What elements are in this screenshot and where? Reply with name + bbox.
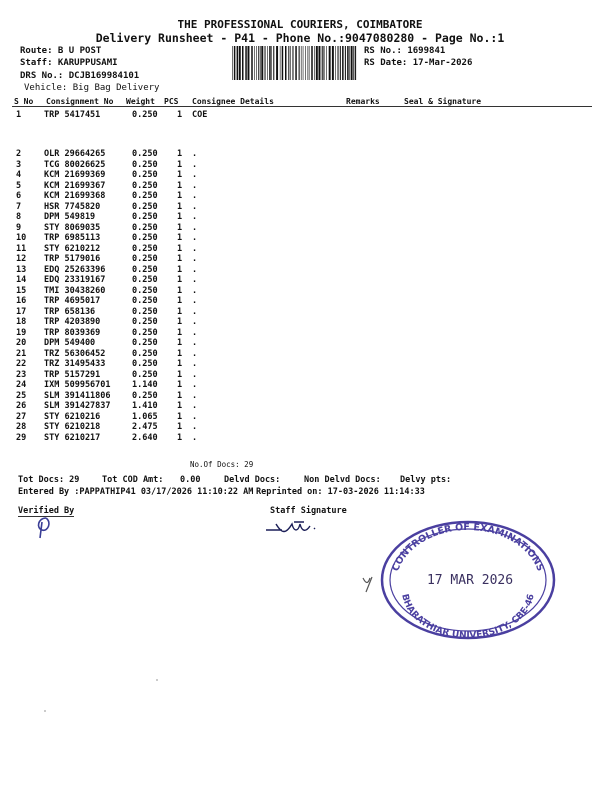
stamp-initial — [360, 574, 378, 594]
barcode-bar — [245, 46, 247, 80]
row-details: . — [192, 369, 198, 380]
controller-stamp — [378, 510, 558, 640]
table-row — [12, 265, 572, 276]
table-row — [12, 233, 572, 244]
row-weight: 0.250 — [132, 254, 158, 264]
barcode-bar — [256, 46, 257, 80]
row-pcs: 1 — [177, 212, 183, 222]
barcode-bar — [311, 46, 313, 80]
table-row — [12, 149, 572, 160]
row-consignment: TRP 4203890 — [44, 317, 101, 327]
staff-signature — [264, 518, 328, 538]
col-weight: Weight — [126, 97, 155, 106]
row-sno: 20 — [16, 338, 27, 348]
row-sno: 27 — [16, 411, 27, 422]
row-details: . — [192, 243, 198, 254]
row-pcs: 1 — [177, 390, 183, 401]
row-sno: 26 — [16, 401, 27, 411]
row-sno: 19 — [16, 327, 27, 338]
row-pcs: 1 — [177, 275, 183, 285]
row-sno: 13 — [16, 264, 27, 275]
row-sno: 5 — [16, 180, 22, 191]
row-sno: 11 — [16, 243, 27, 254]
row-consignment: TRP 658136 — [44, 306, 96, 317]
row-pcs: 1 — [177, 191, 183, 201]
barcode-bar — [303, 46, 304, 80]
row-details: . — [192, 327, 198, 338]
row-sno: 29 — [16, 432, 27, 443]
row-details: . — [192, 180, 198, 191]
row-consignment: TRP 6985113 — [44, 233, 101, 243]
col-pcs: PCS — [164, 97, 179, 106]
barcode-bar — [282, 46, 284, 80]
row-consignment: TRZ 56306452 — [44, 348, 106, 359]
row-details: . — [192, 306, 198, 317]
row-details: . — [192, 170, 198, 180]
barcode-bar — [251, 46, 253, 80]
delvd-docs: Delvd Docs: — [224, 475, 281, 485]
row-weight: 0.250 — [132, 222, 158, 233]
barcode-bar — [301, 46, 302, 80]
col-seal: Seal & Signature — [404, 97, 482, 106]
row-details: . — [192, 191, 198, 201]
barcode-image — [232, 46, 358, 80]
row-consignment: STY 6210218 — [44, 422, 101, 432]
row-sno: 28 — [16, 422, 27, 432]
row-pcs: 1 — [177, 359, 183, 369]
verified-signature — [30, 514, 60, 540]
verified-by-label: Verified By — [18, 506, 75, 516]
table-row — [12, 223, 572, 234]
col-consignment: Consignment No — [46, 97, 114, 106]
row-pcs: 1 — [177, 380, 183, 390]
row-sno: 17 — [16, 306, 27, 317]
row-details: . — [192, 359, 198, 369]
row-weight: 0.250 — [132, 359, 158, 369]
row-consignment: IXM 509956701 — [44, 380, 111, 390]
stamp-date: 17 MAR 2026 — [426, 573, 514, 588]
row-weight: 0.250 — [132, 338, 158, 348]
table-row — [12, 380, 572, 391]
row-details: . — [192, 317, 198, 327]
row-details: . — [192, 390, 198, 401]
row-sno: 15 — [16, 285, 27, 296]
row-consignment: TCG 80026625 — [44, 159, 106, 170]
barcode-bar — [308, 46, 309, 80]
row-weight: 0.250 — [132, 327, 158, 338]
barcode-bar — [349, 46, 350, 80]
row-consignment: SLM 391427837 — [44, 401, 111, 411]
row-sno: 1 — [16, 110, 22, 120]
barcode-bar — [340, 46, 341, 80]
table-row — [12, 191, 572, 202]
barcode-bar — [316, 46, 318, 80]
barcode-bar — [322, 46, 323, 80]
stamp-top-text: CONTROLLER OF EXAMINATIONS — [390, 521, 546, 573]
table-row — [12, 212, 572, 223]
row-pcs: 1 — [177, 222, 183, 233]
row-details: . — [192, 348, 198, 359]
row-consignment: KCM 21699369 — [44, 170, 106, 180]
row-pcs: 1 — [177, 264, 183, 275]
barcode-bar — [269, 46, 271, 80]
barcode-bar — [292, 46, 293, 80]
row-weight: 0.250 — [132, 243, 158, 254]
barcode-bar — [254, 46, 255, 80]
barcode-bar — [234, 46, 236, 80]
staff-signature-label: Staff Signature — [270, 506, 347, 516]
barcode-bar — [261, 46, 263, 80]
table-row — [12, 110, 572, 149]
row-consignment: STY 6210216 — [44, 411, 101, 422]
barcode-bar — [335, 46, 336, 80]
header-rule — [12, 106, 592, 107]
vehicle-label: Vehicle: Big Bag Delivery — [24, 83, 160, 93]
row-weight: 0.250 — [132, 212, 158, 222]
row-details: . — [192, 275, 198, 285]
row-sno: 18 — [16, 317, 27, 327]
row-sno: 10 — [16, 233, 27, 243]
row-details: . — [192, 422, 198, 432]
row-details: . — [192, 212, 198, 222]
table-row — [12, 391, 572, 402]
row-pcs: 1 — [177, 254, 183, 264]
row-weight: 0.250 — [132, 348, 158, 359]
barcode-bar — [248, 46, 250, 80]
barcode-bar — [271, 46, 272, 80]
table-row — [12, 244, 572, 255]
row-consignment: TRZ 31495433 — [44, 359, 106, 369]
staff-label: Staff: KARUPPUSAMI — [20, 58, 118, 68]
reprinted-on: Reprinted on: 17-03-2026 11:14:33 — [256, 487, 425, 497]
table-row — [12, 328, 572, 339]
table-row — [12, 349, 572, 360]
row-details: . — [192, 411, 198, 422]
row-pcs: 1 — [177, 317, 183, 327]
barcode-bar — [355, 46, 356, 80]
row-weight: 0.250 — [132, 317, 158, 327]
col-details: Consignee Details — [192, 97, 274, 106]
row-details: . — [192, 149, 198, 159]
row-pcs: 1 — [177, 201, 183, 212]
scan-speck — [156, 679, 158, 681]
row-details: . — [192, 285, 198, 296]
row-sno: 24 — [16, 380, 27, 390]
row-pcs: 1 — [177, 348, 183, 359]
tot-cod-label: Tot COD Amt: — [102, 475, 164, 485]
table-row — [12, 160, 572, 171]
row-details: . — [192, 254, 198, 264]
barcode-bar — [347, 46, 349, 80]
barcode-bar — [353, 46, 354, 80]
row-weight: 0.250 — [132, 159, 158, 170]
scan-speck — [44, 710, 46, 712]
table-row — [12, 370, 572, 381]
row-consignment: TRP 5157291 — [44, 369, 101, 380]
barcode-bar — [280, 46, 281, 80]
barcode-bar — [265, 46, 266, 80]
non-delvd-docs: Non Delvd Docs: — [304, 475, 381, 485]
barcode-bar — [319, 46, 321, 80]
entered-by: Entered By :PAPPATHIP41 03/17/2026 11:10:22 AM — [18, 487, 254, 497]
row-details: . — [192, 159, 198, 170]
rs-date: RS Date: 17-Mar-2026 — [364, 58, 473, 68]
barcode-bar — [295, 46, 297, 80]
row-sno: 4 — [16, 170, 22, 180]
row-weight: 0.250 — [132, 390, 158, 401]
barcode-bar — [242, 46, 244, 80]
barcode-bar — [285, 46, 287, 80]
row-sno: 3 — [16, 159, 22, 170]
barcode-bar — [338, 46, 339, 80]
row-consignment: STY 8069035 — [44, 222, 101, 233]
row-consignment: DPM 549400 — [44, 338, 96, 348]
row-weight: 0.250 — [132, 306, 158, 317]
row-details: . — [192, 264, 198, 275]
row-weight: 0.250 — [132, 149, 158, 159]
row-sno: 7 — [16, 201, 22, 212]
row-weight: 0.250 — [132, 170, 158, 180]
row-consignment: STY 6210217 — [44, 432, 101, 443]
table-row — [12, 422, 572, 433]
row-details: . — [192, 380, 198, 390]
barcode-bar — [290, 46, 291, 80]
barcode-bar — [276, 46, 278, 80]
table-row — [12, 401, 572, 412]
row-pcs: 1 — [177, 327, 183, 338]
route-label: Route: B U POST — [20, 46, 102, 56]
row-pcs: 1 — [177, 369, 183, 380]
row-weight: 0.250 — [132, 233, 158, 243]
barcode-bar — [345, 46, 346, 80]
row-pcs: 1 — [177, 243, 183, 254]
row-weight: 1.065 — [132, 411, 158, 422]
row-weight: 2.475 — [132, 422, 158, 432]
row-sno: 9 — [16, 222, 22, 233]
row-consignment: TMI 30438260 — [44, 285, 106, 296]
row-pcs: 1 — [177, 306, 183, 317]
row-weight: 0.250 — [132, 264, 158, 275]
drs-number: DRS No.: DCJB169984101 — [20, 71, 140, 81]
row-weight: 0.250 — [132, 191, 158, 201]
barcode-bar — [332, 46, 334, 80]
row-sno: 22 — [16, 359, 27, 369]
company-name: THE PROFESSIONAL COURIERS, COIMBATORE — [177, 18, 423, 31]
table-row — [12, 412, 572, 423]
row-consignment: EDQ 25263396 — [44, 264, 106, 275]
row-sno: 12 — [16, 254, 27, 264]
row-consignment: KCM 21699367 — [44, 180, 106, 191]
barcode-bar — [232, 46, 233, 80]
table-row — [12, 317, 572, 328]
runsheet-title: Delivery Runsheet - P41 - Phone No.:9047080280 - Page No.:1 — [95, 31, 505, 45]
barcode-bar — [351, 46, 353, 80]
table-row — [12, 359, 572, 370]
table-row — [12, 433, 572, 444]
row-pcs: 1 — [177, 233, 183, 243]
row-weight: 2.640 — [132, 432, 158, 443]
row-pcs: 1 — [177, 422, 183, 432]
row-consignment: SLM 391411806 — [44, 390, 111, 401]
row-consignment: TRP 8039369 — [44, 327, 101, 338]
row-details: . — [192, 338, 198, 348]
row-sno: 25 — [16, 390, 27, 401]
row-sno: 23 — [16, 369, 27, 380]
barcode-bar — [326, 46, 327, 80]
row-weight: 1.140 — [132, 380, 158, 390]
table-row — [12, 338, 572, 349]
row-details: . — [192, 201, 198, 212]
stamp-bottom-text: BHARATHIAR UNIVERSITY, CBE-46 — [399, 593, 537, 640]
row-details: . — [192, 432, 198, 443]
row-pcs: 1 — [177, 149, 183, 159]
row-pcs: 1 — [177, 159, 183, 170]
barcode-bar — [258, 46, 259, 80]
row-sno: 14 — [16, 275, 27, 285]
barcode-bar — [309, 46, 310, 80]
row-weight: 0.250 — [132, 180, 158, 191]
tot-docs: Tot Docs: 29 — [18, 475, 80, 485]
barcode-bar — [267, 46, 268, 80]
row-weight: 0.250 — [132, 285, 158, 296]
row-consignment: TRP 4695017 — [44, 296, 101, 306]
no-of-docs: No.Of Docs: 29 — [190, 460, 254, 469]
row-pcs: 1 — [177, 296, 183, 306]
row-consignment: TRP 5179016 — [44, 254, 101, 264]
row-sno: 8 — [16, 212, 22, 222]
row-weight: 0.250 — [132, 110, 158, 120]
row-pcs: 1 — [177, 432, 183, 443]
table-row — [12, 307, 572, 318]
row-pcs: 1 — [177, 401, 183, 411]
row-pcs: 1 — [177, 170, 183, 180]
row-details: COE — [192, 110, 208, 120]
row-sno: 16 — [16, 296, 27, 306]
row-sno: 6 — [16, 191, 22, 201]
row-sno: 21 — [16, 348, 27, 359]
table-row — [12, 286, 572, 297]
barcode-bar — [273, 46, 274, 80]
barcode-bar — [260, 46, 261, 80]
barcode-bar — [299, 46, 300, 80]
row-consignment: KCM 21699368 — [44, 191, 106, 201]
row-weight: 1.410 — [132, 401, 158, 411]
table-row — [12, 170, 572, 181]
table-row — [12, 181, 572, 192]
row-pcs: 1 — [177, 180, 183, 191]
row-details: . — [192, 222, 198, 233]
barcode-bar — [342, 46, 344, 80]
row-consignment: TRP 5417451 — [44, 110, 101, 120]
table-row — [12, 275, 572, 286]
row-weight: 0.250 — [132, 201, 158, 212]
table-row — [12, 296, 572, 307]
delvy-pts: Delvy pts: — [400, 475, 452, 485]
col-sno: S No — [14, 97, 34, 106]
row-pcs: 1 — [177, 285, 183, 296]
consignment-table — [12, 110, 572, 443]
barcode-bar — [239, 46, 241, 80]
tot-cod-amount: 0.00 — [180, 475, 201, 485]
barcode-bar — [329, 46, 331, 80]
row-pcs: 1 — [177, 338, 183, 348]
rs-number: RS No.: 1699841 — [364, 46, 446, 56]
row-details: . — [192, 296, 198, 306]
row-pcs: 1 — [177, 411, 183, 422]
row-details: . — [192, 401, 198, 411]
row-pcs: 1 — [177, 110, 183, 120]
row-consignment: EDQ 23319167 — [44, 275, 106, 285]
row-weight: 0.250 — [132, 275, 158, 285]
row-consignment: HSR 7745820 — [44, 201, 101, 212]
row-weight: 0.250 — [132, 296, 158, 306]
row-consignment: STY 6210212 — [44, 243, 101, 254]
table-row — [12, 202, 572, 213]
barcode-bar — [323, 46, 324, 80]
row-details: . — [192, 233, 198, 243]
col-remarks: Remarks — [346, 97, 380, 106]
barcode-bar — [288, 46, 289, 80]
barcode-bar — [237, 46, 239, 80]
barcode-bar — [305, 46, 306, 80]
row-weight: 0.250 — [132, 369, 158, 380]
row-consignment: DPM 549819 — [44, 212, 96, 222]
barcode-bar — [314, 46, 315, 80]
table-row — [12, 254, 572, 265]
row-consignment: OLR 29664265 — [44, 149, 106, 159]
row-sno: 2 — [16, 149, 22, 159]
